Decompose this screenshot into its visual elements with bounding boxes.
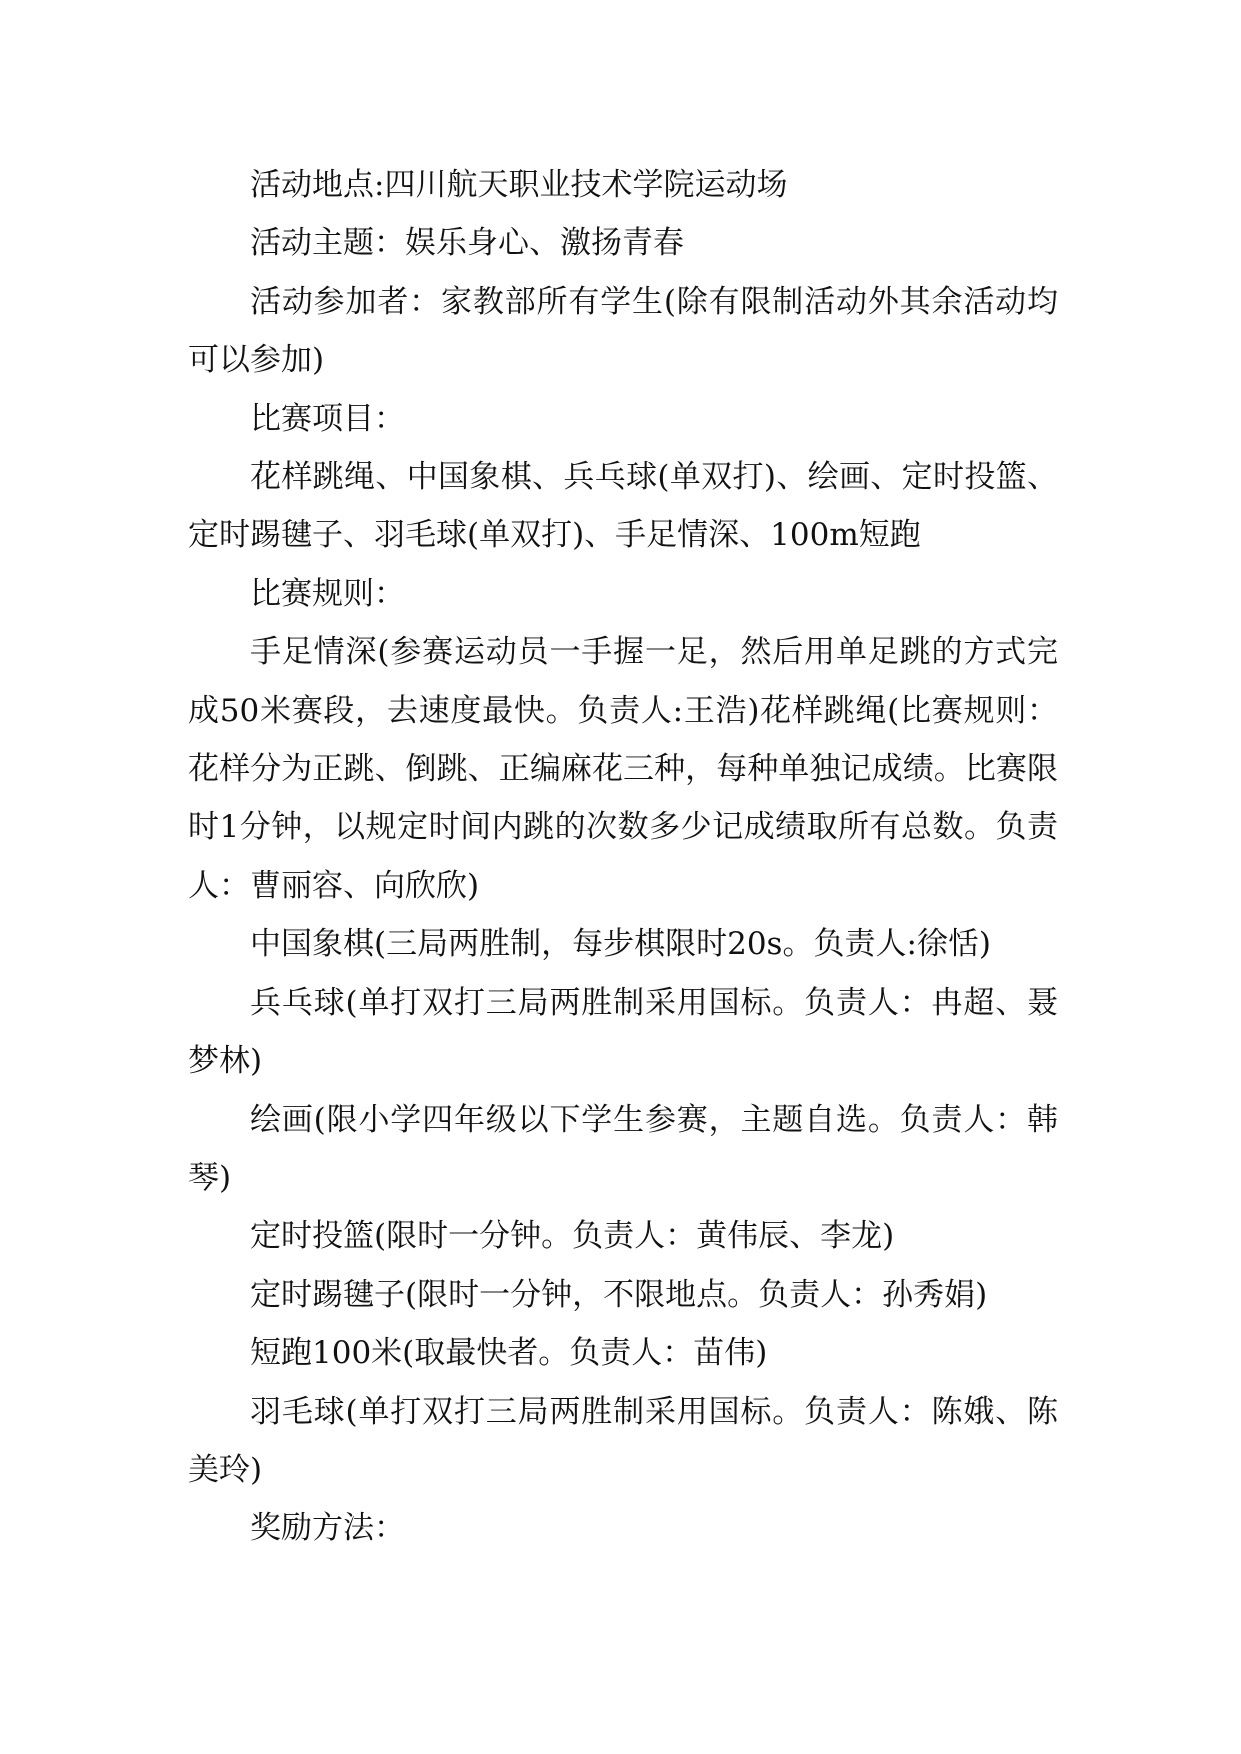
paragraph-event-list: 花样跳绳、中国象棋、兵乓球(单双打)、绘画、定时投篮、定时踢毽子、羽毛球(单双打)、手足情深、100m短跑 [188, 459, 1058, 554]
paragraph-venue: 活动地点:四川航天职业技术学院运动场 [250, 167, 788, 203]
paragraph-rule-hand-foot-and-rope: 手足情深(参赛运动员一手握一足，然后用单足跳的方式完成50米赛段，去速度最快。负责人:王浩)花样跳绳(比赛规则：花样分为正跳、倒跳、正编麻花三种，每种单独记成绩。比赛限时1分钟，以规定时间内跳的次数多少记成绩取所有总数。负责人：曹丽容、向欣欣) [188, 634, 1058, 904]
heading-rules: 比赛规则： [250, 575, 405, 612]
paragraph-rule-painting: 绘画(限小学四年级以下学生参赛，主题自选。负责人：韩琴) [188, 1101, 1058, 1196]
paragraph-rule-sprint: 短跑100米(取最快者。负责人：苗伟) [250, 1335, 768, 1372]
paragraph-rule-table-tennis: 兵乓球(单打双打三局两胜制采用国标。负责人：冉超、聂梦林) [188, 984, 1058, 1080]
paragraph-rule-badminton: 羽毛球(单打双打三局两胜制采用国标。负责人：陈娥、陈美玲) [188, 1393, 1058, 1488]
paragraph-rule-chess: 中国象棋(三局两胜制，每步棋限时20s。负责人:徐恬) [250, 926, 991, 963]
paragraph-rule-basketball: 定时投篮(限时一分钟。负责人：黄伟辰、李龙) [250, 1218, 895, 1255]
document-body [188, 156, 1058, 1558]
heading-events: 比赛项目： [250, 400, 405, 437]
paragraph-theme: 活动主题：娱乐身心、激扬青春 [250, 225, 684, 262]
paragraph-rule-shuttlecock: 定时踢毽子(限时一分钟，不限地点。负责人：孙秀娟) [250, 1276, 988, 1313]
heading-rewards: 奖励方法： [250, 1510, 405, 1547]
paragraph-participants: 活动参加者：家教部所有学生(除有限制活动外其余活动均可以参加) [188, 283, 1058, 379]
